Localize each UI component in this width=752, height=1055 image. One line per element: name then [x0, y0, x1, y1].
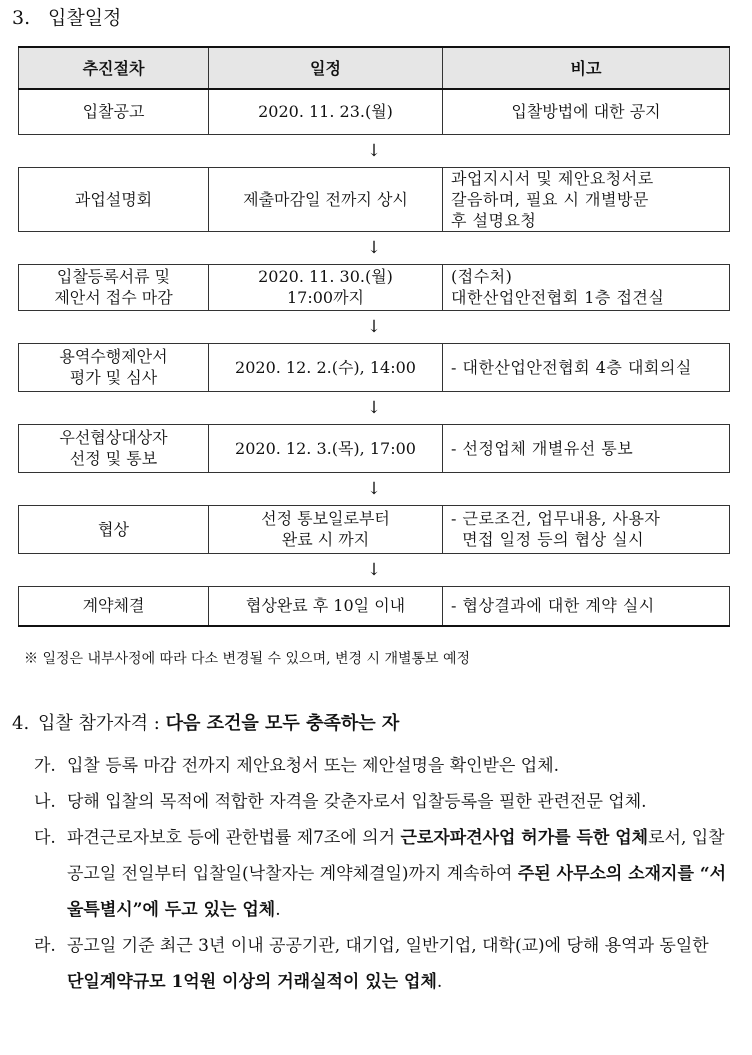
cell-line: 계약체결 [82, 596, 145, 616]
column-header: 일정 [209, 47, 443, 89]
flow-arrow-row [19, 391, 730, 424]
step-cell [19, 89, 209, 134]
cell-line: 입찰공고 [82, 102, 145, 122]
item-text: 공고일 기준 최근 3년 이내 공공기관, 대기업, 일반기업, 대학(교)에 당해 용역과 동일한 [67, 936, 709, 956]
cell-line: - 대한산업안전협회 4층 대회의실 [451, 357, 692, 377]
qualification-item [34, 784, 729, 820]
cell-line: 입찰방법에 대한 공지 [511, 102, 661, 122]
item-text: 파견근로자보호 등에 관한법률 제7조에 의거 [67, 828, 401, 848]
step-cell [19, 586, 209, 626]
column-header: 비고 [443, 47, 730, 89]
cell-line: 제출마감일 전까지 상시 [243, 189, 408, 209]
cell-line: 대한산업안전협회 1층 접견실 [451, 288, 665, 307]
date-cell [209, 167, 443, 231]
item-text-emphasis: 근로자파견사업 허가를 득한 업체 [400, 828, 649, 848]
note-cell [443, 505, 730, 553]
step-cell [19, 424, 209, 472]
cell-line: 용역수행제안서 [59, 347, 168, 366]
schedule-row [19, 424, 730, 472]
section-3-title: 입찰일정 [48, 7, 122, 29]
cell-line: 17:00까지 [286, 288, 365, 307]
date-cell [209, 343, 443, 391]
step-cell [19, 167, 209, 231]
date-cell [209, 89, 443, 134]
flow-arrow-row [19, 310, 730, 343]
cell-line: 선정 통보일로부터 [261, 509, 390, 528]
down-arrow-icon: ↓ [19, 472, 730, 505]
note-cell [443, 424, 730, 472]
section-4-title-emphasis: 다음 조건을 모두 충족하는 자 [165, 713, 400, 734]
section-4-title: 입찰 참가자격 : [38, 713, 166, 734]
flow-arrow-row [19, 231, 730, 264]
step-cell [19, 505, 209, 553]
cell-line: 과업지시서 및 제안요청서로 [451, 168, 654, 188]
cell-line: 2020. 12. 3.(목), 17:00 [235, 438, 416, 458]
section-3-number: 3. [12, 7, 31, 29]
cell-line: (접수처) [451, 267, 513, 286]
cell-line: - 선정업체 개별유선 통보 [451, 438, 634, 458]
qualification-item [34, 748, 729, 784]
column-header: 추진절차 [19, 47, 209, 89]
flow-arrow-row [19, 553, 730, 586]
table-header-row [19, 47, 730, 89]
cell-line: 협상 [98, 519, 129, 539]
schedule-row [19, 167, 730, 231]
down-arrow-icon: ↓ [19, 310, 730, 343]
section-4-heading [12, 712, 399, 736]
item-marker: 가. [34, 756, 56, 776]
down-arrow-icon: ↓ [19, 391, 730, 424]
cell-line: 평가 및 심사 [69, 368, 158, 387]
cell-line: 협상완료 후 10일 이내 [245, 596, 406, 616]
item-text: . [275, 900, 281, 920]
note-cell [443, 167, 730, 231]
cell-line: 과업설명회 [74, 189, 153, 209]
cell-line: 면접 일정 등의 협상 실시 [451, 530, 645, 549]
schedule-row [19, 586, 730, 626]
item-text: 입찰 등록 마감 전까지 제안요청서 또는 제안설명을 확인받은 업체. [67, 756, 560, 776]
step-cell [19, 343, 209, 391]
cell-line: 입찰등록서류 및 [56, 267, 171, 286]
note-cell [443, 586, 730, 626]
cell-line: 갈음하며, 필요 시 개별방문 [451, 189, 649, 209]
cell-line: 완료 시 까지 [281, 530, 370, 549]
item-text-emphasis: 주된 사무소의 소재지를 “서울특별시”에 두고 있는 업체 [67, 864, 727, 920]
date-cell [209, 586, 443, 626]
item-marker: 다. [34, 828, 56, 848]
note-cell [443, 89, 730, 134]
date-cell [209, 264, 443, 310]
bidding-schedule-table [18, 46, 730, 627]
section-4-number: 4. [12, 713, 30, 734]
down-arrow-icon: ↓ [19, 553, 730, 586]
item-text: . [436, 972, 443, 992]
cell-line: 2020. 11. 23.(월) [258, 102, 393, 122]
cell-line: 제안서 접수 마감 [54, 288, 173, 307]
item-text-emphasis: 단일계약규모 1억원 이상의 거래실적이 있는 업체 [67, 972, 437, 992]
cell-line: 2020. 12. 2.(수), 14:00 [235, 357, 416, 377]
flow-arrow-row [19, 472, 730, 505]
qualification-item [34, 820, 729, 928]
flow-arrow-row [19, 134, 730, 167]
schedule-row [19, 343, 730, 391]
cell-line: 우선협상대상자 [59, 428, 168, 447]
item-text: 당해 입찰의 목적에 적합한 자격을 갖춘자로서 입찰등록을 필한 관련전문 업체. [67, 792, 647, 812]
schedule-row [19, 505, 730, 553]
note-cell [443, 343, 730, 391]
qualification-item [34, 928, 729, 1000]
qualification-list [34, 748, 729, 1000]
schedule-row [19, 264, 730, 310]
cell-line: 선정 및 통보 [69, 449, 158, 468]
cell-line: 2020. 11. 30.(월) [258, 267, 393, 286]
item-marker: 나. [34, 792, 56, 812]
section-3-heading [12, 6, 121, 30]
schedule-row [19, 89, 730, 134]
item-marker: 라. [34, 936, 56, 956]
cell-line: 후 설명요청 [451, 210, 537, 230]
down-arrow-icon: ↓ [19, 231, 730, 264]
date-cell [209, 505, 443, 553]
down-arrow-icon: ↓ [19, 134, 730, 167]
schedule-footnote: ※ 일정은 내부사정에 따라 다소 변경될 수 있으며, 변경 시 개별통보 예정 [24, 651, 471, 667]
cell-line: - 협상결과에 대한 계약 실시 [451, 596, 655, 616]
item-text: 로서, 입찰공고일 전일부터 입찰일(낙찰자는 계약체결일)까지 계속하여 [67, 828, 725, 884]
step-cell [19, 264, 209, 310]
date-cell [209, 424, 443, 472]
cell-line: - 근로조건, 업무내용, 사용자 [451, 509, 661, 528]
note-cell [443, 264, 730, 310]
